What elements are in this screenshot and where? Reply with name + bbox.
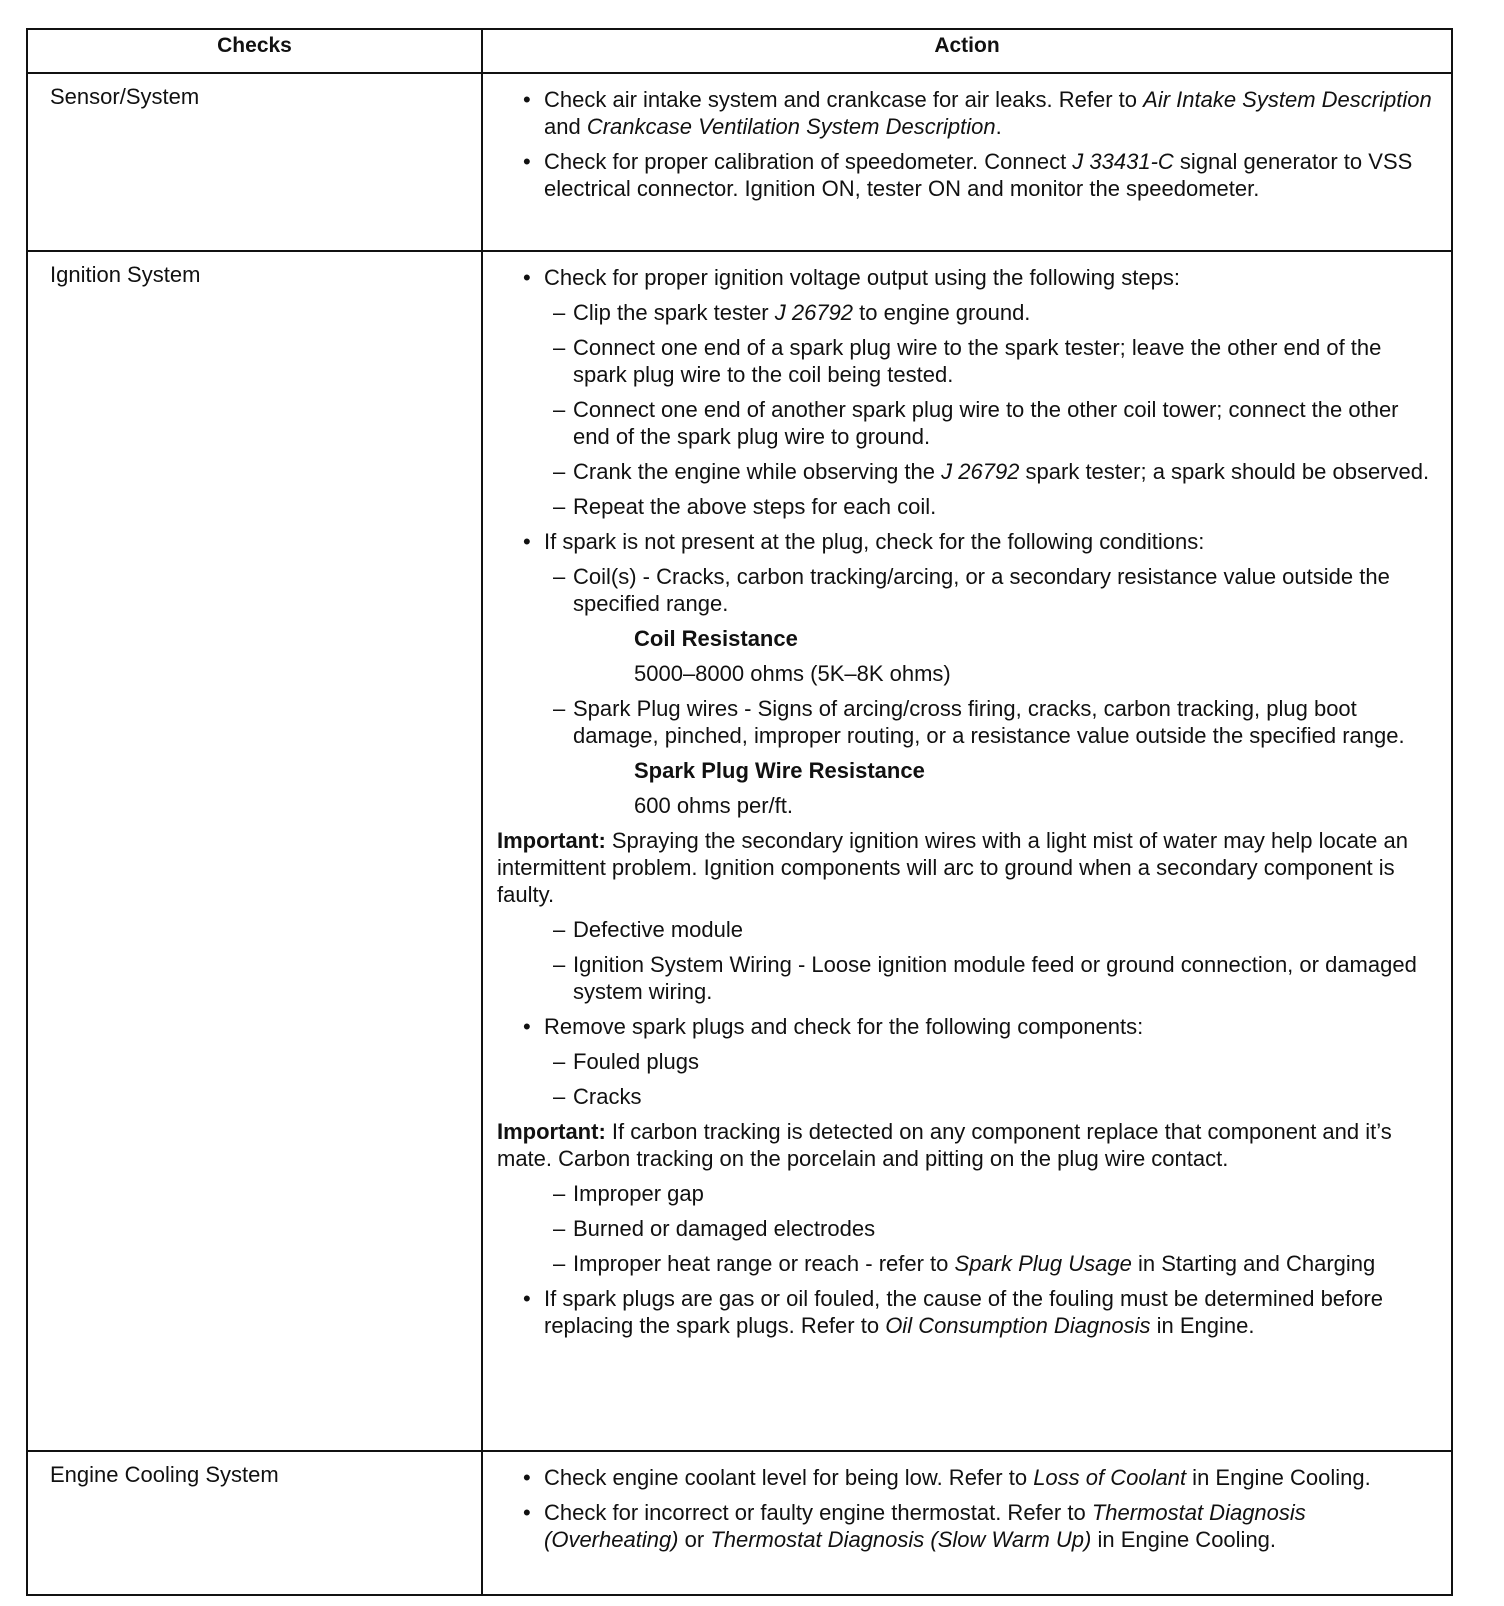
check-cell: Ignition System [27,251,482,1451]
table-row [27,1451,1452,1595]
dash-item: – Crank the engine while observing the J 26792 spark tester; a spark should be observed. [497,458,1437,485]
bullet-item: • Check air intake system and crankcase for air leaks. Refer to Air Intake System Description and Crankcase Ventilation System Description. [497,86,1437,140]
reference-text: Thermostat Diagnosis (Slow Warm Up) [710,1527,1092,1552]
dash-item: – Defective module [497,916,1437,943]
bullet-item: • If spark is not present at the plug, check for the following conditions: [497,528,1437,555]
dash-item: – Improper heat range or reach - refer to Spark Plug Usage in Starting and Charging [497,1250,1437,1277]
reference-text: Air Intake System Description [1143,87,1432,112]
dash-item: – Burned or damaged electrodes [497,1215,1437,1242]
check-cell: Engine Cooling System [27,1451,482,1595]
reference-text: Crankcase Ventilation System Description [586,114,996,139]
important-note: Important: Spraying the secondary ignition wires with a light mist of water may help locate an intermittent problem. Ignition components will arc to ground when a secondary component is faulty. [497,828,1408,907]
important-label: Important: [497,1119,606,1144]
important-label: Important: [497,828,606,853]
check-cell: Sensor/System [27,73,482,251]
reference-text: Loss of Coolant [1033,1465,1187,1490]
dash-item: – Repeat the above steps for each coil. [497,493,1437,520]
table-row [27,73,1452,251]
bullet-item: • If spark plugs are gas or oil fouled, the cause of the fouling must be determined before replacing the spark plugs. Refer to Oil Consumption Diagnosis in Engine. [497,1285,1437,1339]
bullet-item: • Check for proper calibration of speedometer. Connect J 33431-C signal generator to VSS electrical connector. Ignition ON, tester ON and monitor the speedometer. [497,148,1437,202]
important-note: Important: If carbon tracking is detected on any component replace that component and it’s mate. Carbon tracking on the porcelain and pitting on the plug wire contact. [497,1119,1392,1171]
reference-text: J 33431-C [1072,149,1174,174]
bullet-item: • Check for proper ignition voltage output using the following steps: [497,264,1437,291]
spec-value: 600 ohms per/ft. [634,793,793,818]
action-cell [482,251,1452,1451]
spec-title: Spark Plug Wire Resistance [634,758,925,783]
bullet-item: • Check for incorrect or faulty engine thermostat. Refer to Thermostat Diagnosis (Overheating) or Thermostat Diagnosis (Slow Warm Up) in Engine Cooling. [497,1499,1437,1553]
bullet-item: • Check engine coolant level for being low. Refer to Loss of Coolant in Engine Cooling. [497,1464,1437,1491]
reference-text: Spark Plug Usage [954,1251,1132,1276]
reference-text: Thermostat Diagnosis (Overheating) [544,1500,1306,1552]
dash-item: – Ignition System Wiring - Loose ignition module feed or ground connection, or damaged system wiring. [497,951,1437,1005]
reference-text: J 26792 [774,300,854,325]
reference-text: Oil Consumption Diagnosis [885,1313,1151,1338]
action-cell [482,1451,1452,1595]
dash-item: – Coil(s) - Cracks, carbon tracking/arcing, or a secondary resistance value outside the specified range. [497,563,1437,617]
dash-item: – Clip the spark tester J 26792 to engine ground. [497,299,1437,326]
dash-item: – Connect one end of another spark plug wire to the other coil tower; connect the other end of the spark plug wire to ground. [497,396,1437,450]
dash-item: – Spark Plug wires - Signs of arcing/cross firing, cracks, carbon tracking, plug boot damage, pinched, improper routing, or a resistance value outside the specified range. [497,695,1437,749]
header-row [27,29,1452,73]
dash-item: – Improper gap [497,1180,1437,1207]
reference-text: J 26792 [941,459,1020,484]
spec-title: Coil Resistance [634,626,798,651]
dash-item: – Cracks [497,1083,1437,1110]
bullet-item: • Remove spark plugs and check for the following components: [497,1013,1437,1040]
diagnosis-table [26,28,1453,1596]
spec-value: 5000–8000 ohms (5K–8K ohms) [634,661,951,686]
action-cell [482,73,1452,251]
header-action: Action [482,29,1452,73]
table-row [27,251,1452,1451]
dash-item: – Connect one end of a spark plug wire to the spark tester; leave the other end of the spark plug wire to the coil being tested. [497,334,1437,388]
header-checks: Checks [27,29,482,73]
dash-item: – Fouled plugs [497,1048,1437,1075]
